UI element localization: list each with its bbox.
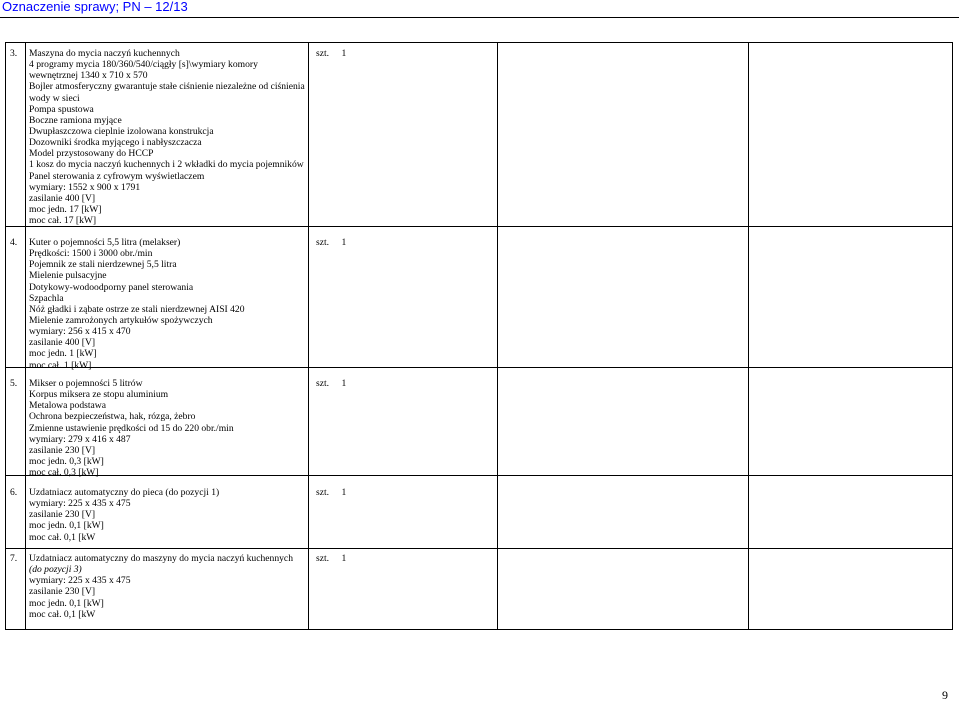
spec-line: wymiary: 225 x 435 x 475 <box>29 575 131 587</box>
spec-line: Pojemnik ze stali nierdzewnej 5,5 litra <box>29 259 177 271</box>
spec-line: wymiary: 256 x 415 x 470 <box>29 326 131 338</box>
spec-line: wymiary: 279 x 416 x 487 <box>29 433 131 445</box>
spec-line: Dozowniki środka myjącego i nabłyszczacza <box>29 137 202 149</box>
spec-line: wody w sieci <box>29 92 80 104</box>
row-divider <box>5 548 953 549</box>
spec-line: moc jedn. 17 [kW] <box>29 203 102 215</box>
item-description <box>29 237 245 371</box>
spec-line: moc cał. 0,1 [kW <box>29 608 96 620</box>
spec-line: Metalowa podstawa <box>29 400 106 412</box>
item-description <box>29 378 234 478</box>
item-title: Uzdatniacz automatyczny do maszyny do mycia naczyń kuchennych <box>29 553 293 564</box>
spec-line: Korpus miksera ze stopu aluminium <box>29 389 169 401</box>
column-divider-extra <box>748 42 749 630</box>
item-title: Mikser o pojemności 5 litrów <box>29 378 143 389</box>
spec-line: 1 kosz do mycia naczyń kuchennych i 2 wkładki do mycia pojemników <box>29 159 304 171</box>
item-number: 3. <box>10 48 18 59</box>
spec-line: Dotykowy-wodoodporny panel sterowania <box>29 281 194 293</box>
item-title: Kuter o pojemności 5,5 litra (melakser) <box>29 237 181 248</box>
spec-line: Model przystosowany do HCCP <box>29 148 154 160</box>
spec-line: Panel sterowania z cyfrowym wyświetlaczem <box>29 170 205 182</box>
item-number: 5. <box>10 378 18 389</box>
spec-line: Mielenie pulsacyjne <box>29 270 107 282</box>
item-description <box>29 487 219 543</box>
item-quantity: szt. 1 <box>316 553 347 564</box>
spec-line: moc jedn. 0,1 [kW] <box>29 520 104 532</box>
spec-line: 4 programy mycia 180/360/540/ciągły [s]\wymiary komory <box>29 59 258 71</box>
spec-line: zasilanie 230 [V] <box>29 509 96 521</box>
spec-line: moc cał. 17 [kW] <box>29 215 97 227</box>
item-description <box>29 553 293 620</box>
spec-line: Szpachla <box>29 292 64 304</box>
spec-line: moc jedn. 0,1 [kW] <box>29 597 104 609</box>
spec-line: Prędkości: 1500 i 3000 obr./min <box>29 248 153 260</box>
spec-line: Boczne ramiona myjące <box>29 114 122 126</box>
spec-line: Mielenie zamrożonych artykułów spożywczych <box>29 314 213 326</box>
spec-line: wewnętrznej 1340 x 710 x 570 <box>29 70 148 82</box>
case-reference: Oznaczenie sprawy; PN – 12/13 <box>2 0 188 14</box>
column-divider-quantity <box>497 42 498 630</box>
spec-line: zasilanie 400 [V] <box>29 192 96 204</box>
item-quantity: szt. 1 <box>316 487 347 498</box>
spec-line: zasilanie 230 [V] <box>29 444 96 456</box>
spec-line: Dwupłaszczowa cieplnie izolowana konstrukcja <box>29 125 214 137</box>
spec-line: Pompa spustowa <box>29 103 94 115</box>
item-quantity: szt. 1 <box>316 237 347 248</box>
page-number: 9 <box>942 688 948 702</box>
spec-line: zasilanie 400 [V] <box>29 337 96 349</box>
spec-line: moc cał. 0,1 [kW <box>29 531 96 543</box>
spec-line: moc cał. 0,3 [kW] <box>29 467 99 479</box>
column-divider-number <box>25 42 26 630</box>
item-description <box>29 48 305 226</box>
spec-line: Ochrona bezpieczeństwa, hak, rózga, żebro <box>29 411 196 423</box>
spec-line: Bojler atmosferyczny gwarantuje stałe ciśnienie niezależne od ciśnienia <box>29 81 305 93</box>
item-number: 6. <box>10 487 18 498</box>
item-number: 4. <box>10 237 18 248</box>
item-title: Uzdatniacz automatyczny do pieca (do pozycji 1) <box>29 487 220 498</box>
spec-line: wymiary: 1552 x 900 x 1791 <box>29 181 141 193</box>
spec-line: moc cał. 1 [kW] <box>29 359 92 371</box>
item-number: 7. <box>10 553 18 564</box>
spec-line: moc jedn. 0,3 [kW] <box>29 455 104 467</box>
spec-line: Zmienne ustawienie prędkości od 15 do 220 obr./min <box>29 422 234 434</box>
column-divider-description <box>308 42 309 630</box>
item-quantity: szt. 1 <box>316 378 347 389</box>
spec-line: wymiary: 225 x 435 x 475 <box>29 498 131 510</box>
item-title: Maszyna do mycia naczyń kuchennych <box>29 48 180 59</box>
spec-line: Nóż gładki i ząbate ostrze ze stali nierdzewnej AISI 420 <box>29 303 245 315</box>
item-quantity: szt. 1 <box>316 48 347 59</box>
page-header <box>0 0 959 18</box>
spec-line: zasilanie 230 [V] <box>29 586 96 598</box>
spec-line: moc jedn. 1 [kW] <box>29 348 97 360</box>
spec-line: (do pozycji 3) <box>29 564 82 576</box>
